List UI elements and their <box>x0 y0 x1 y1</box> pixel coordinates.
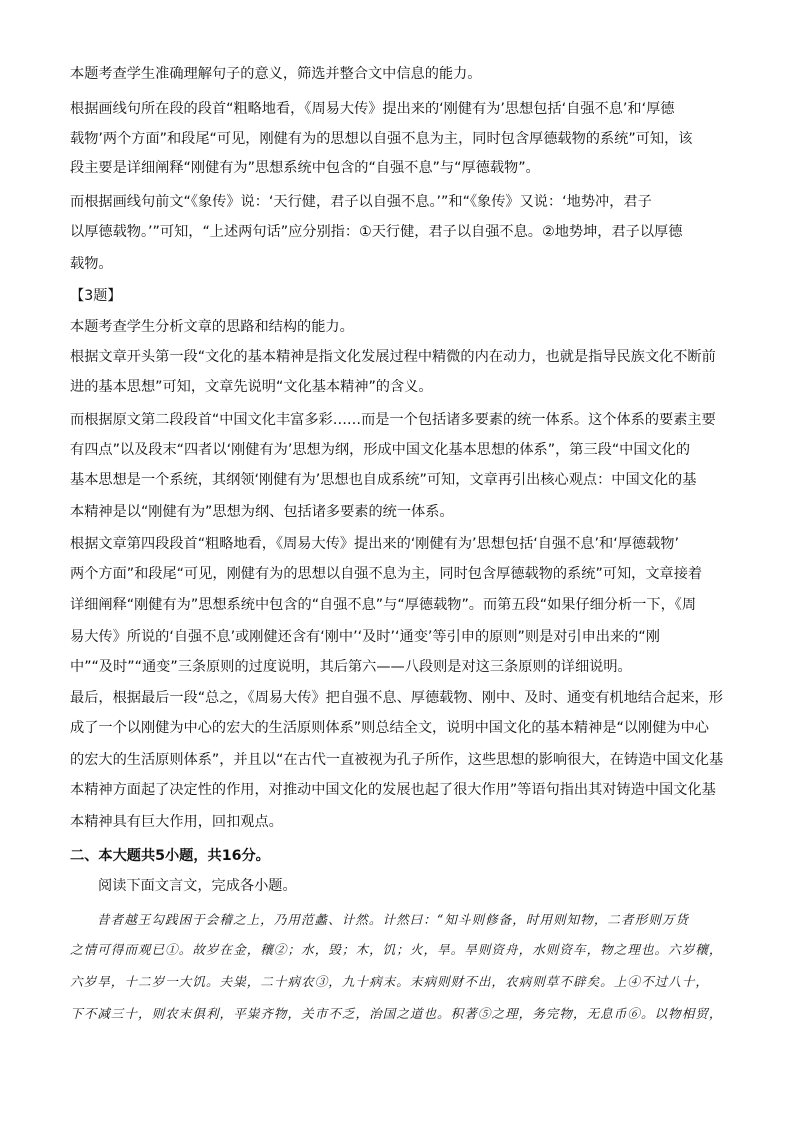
text-line: 而根据原文第二段段首“中国文化丰富多彩……而是一个包括诸多要素的统一体系。这个体系的要素主要 <box>70 412 716 428</box>
text-line: 根据文章开头第一段“文化的基本精神是指文化发展过程中精微的内在动力，也就是指导民族文化不断前 <box>70 349 716 365</box>
text-line: 本题考查学生分析文章的思路和结构的能力。 <box>70 319 354 335</box>
text-line: 基本思想是一个系统，其纲领‘刚健有为’思想也自成系统”可知，文章再引出核心观点：中国文化的基 <box>70 472 697 488</box>
text-line: 段主要是详细阐释“刚健有为”思想系统中包含的“自强不息”与“厚德载物”。 <box>70 160 540 176</box>
text-line: 本精神是以“刚健有为”思想为纲、包括诸多要素的统一体系。 <box>70 504 454 520</box>
instruction-text: 阅读下面文言文，完成各小题。 <box>98 878 297 894</box>
classical-text-line: 昔者越王勾践困于会稽之上，乃用范蠡、计然。计然曰：“知斗则修备，时用则知物，二者形则万货 <box>97 912 689 927</box>
text-line: 以厚德载物。’”可知，“上述两句话”应分别指：①天行健，君子以自强不息。②地势坤，君子以厚德 <box>70 224 683 240</box>
text-line: 而根据画线句前文“《象传》说：‘天行健，君子以自强不息。’”和“《象传》又说：‘地势冲，君子 <box>70 194 652 210</box>
text-line: 的宏大的生活原则体系”，并且以“在古代一直被视为孔子所作，这些思想的影响很大，在铸造中国文化基 <box>70 752 724 768</box>
text-line: 中”“及时”“通变”三条原则的过度说明，其后第六——八段则是对这三条原则的详细说明。 <box>70 659 632 675</box>
text-line: 最后，根据最后一段“总之，《周易大传》把自强不息、厚德载物、刚中、及时、通变有机地结合起来，形 <box>70 690 723 706</box>
text-line: 本精神方面起了决定性的作用，对推动中国文化的发展也起了很大作用”等语句指出其对铸造中国文化基 <box>70 782 716 798</box>
classical-text-line: 之情可得而观已①。故岁在金，穰②；水，毁；木，饥；火，旱。旱则资舟，水则资车，物之理也。六岁穰， <box>70 942 723 957</box>
section-heading: 二、本大题共5小题，共16分。 <box>70 848 270 864</box>
text-line: 载物。 <box>70 256 113 272</box>
text-line: 本题考查学生准确理解句子的意义，筛选并整合文中信息的能力。 <box>70 66 482 82</box>
text-line: 有四点”以及段末“四者以‘刚健有为’思想为纲，形成中国文化基本思想的体系”，第三段“中国文化的 <box>70 442 691 458</box>
text-line: 本精神具有巨大作用，回扣观点。 <box>70 814 283 830</box>
text-line: 两个方面”和段尾“可见，刚健有为的思想以自强不息为主，同时包含厚德载物的系统”可知，文章接着 <box>70 566 703 582</box>
text-line: 成了一个以刚健为中心的宏大的生活原则体系”则总结全文，说明中国文化的基本精神是“以刚健为中心 <box>70 720 709 736</box>
text-line: 根据文章第四段段首“粗略地看，《周易大传》提出来的‘刚健有为’思想包括‘自强不息’和‘厚德载物’ <box>70 536 679 552</box>
text-line: 根据画线句所在段的段首“粗略地看，《周易大传》提出来的‘刚健有为’思想包括‘自强不息’和‘厚德 <box>70 101 675 117</box>
classical-text-line: 六岁旱，十二岁一大饥。夫粜，二十病农③，九十病末。末病则财不出，农病则草不辟矣。上④不过八十， <box>70 974 709 989</box>
classical-text-line: 下不减三十，则农末俱利，平粜齐物，关市不乏，治国之道也。积著⑤之理，务完物，无息币⑥。以物相贸， <box>70 1006 723 1021</box>
text-line: 详细阐释“刚健有为”思想系统中包含的“自强不息”与“厚德载物”。而第五段“如果仔细分析一下，《周 <box>70 597 697 613</box>
text-line: 载物’两个方面”和段尾“可见，刚健有为的思想以自强不息为主，同时包含厚德载物的系统”可知，该 <box>70 131 693 147</box>
text-line: 易大传》所说的‘自强不息’或刚健还含有‘刚中’‘及时’‘通变’等引申的原则”则是对引申出来的“刚 <box>70 629 660 645</box>
question-label: 【3题】 <box>70 288 122 304</box>
text-line: 进的基本思想”可知，文章先说明“文化基本精神”的含义。 <box>70 379 433 395</box>
